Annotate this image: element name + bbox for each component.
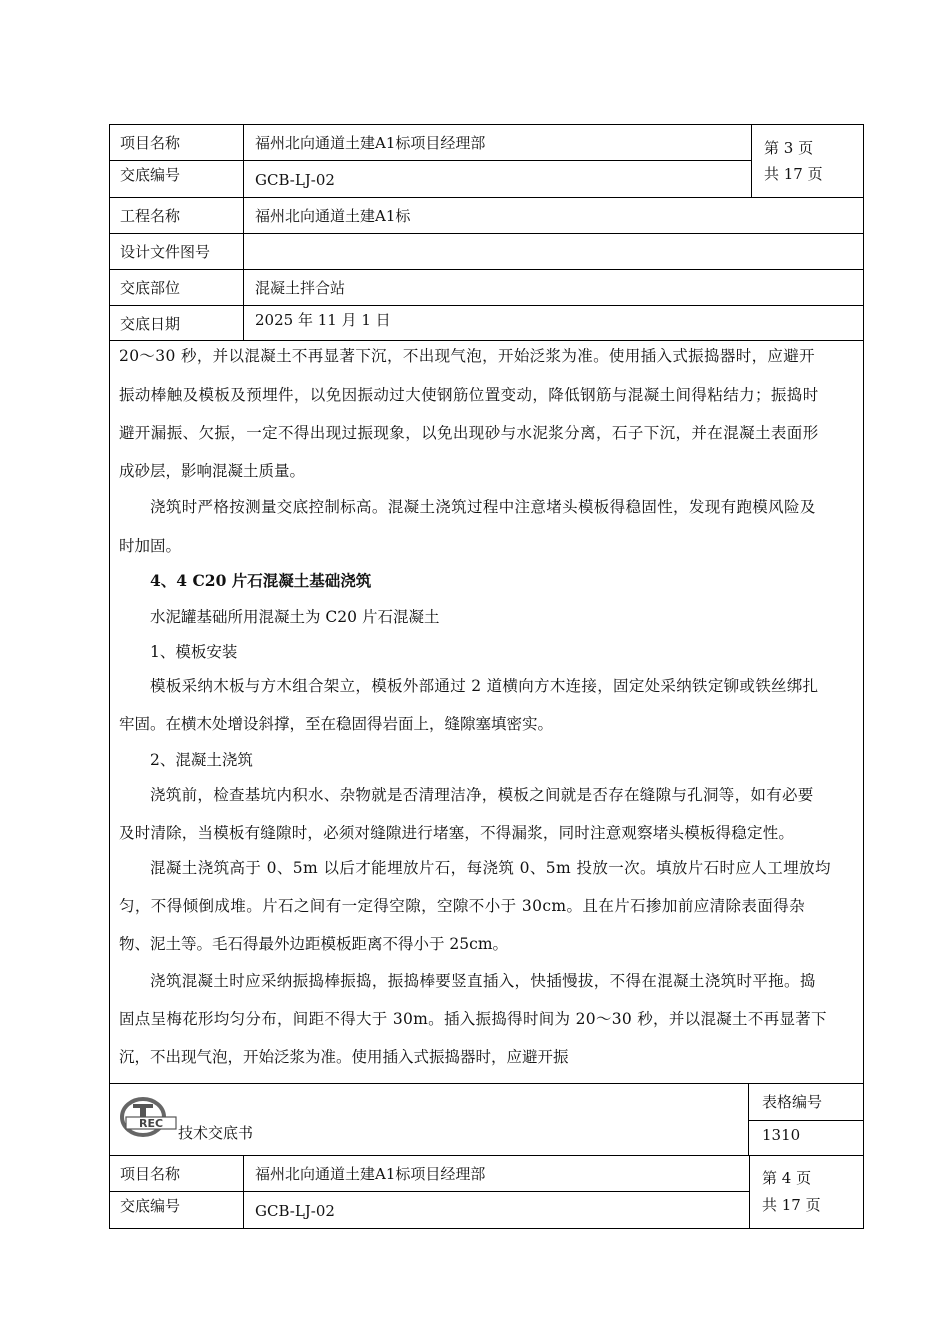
page-total: 共 17 页 [764, 165, 823, 183]
section-heading: 4、4 C20 片石混凝土基础浇筑 [150, 571, 372, 590]
body-line: 成砂层，影响混凝土质量。 [119, 462, 306, 480]
location-label: 交底部位 [120, 279, 181, 297]
page-total-2: 共 17 页 [762, 1196, 821, 1214]
logo-text: REC [138, 1117, 164, 1130]
body-line: 浇筑混凝土时应采纳振捣棒振捣，振捣棒要竖直插入，快插慢拔，不得在混凝土浇筑时平拖。捣 [150, 972, 816, 990]
doc-title: 技术交底书 [178, 1124, 254, 1142]
body-line: 物、泥土等。毛石得最外边距模板距离不得小于 25cm。 [119, 935, 509, 953]
project-name-2: 福州北向通道土建A1标项目经理部 [255, 1165, 486, 1183]
body-line: 时加固。 [119, 537, 182, 555]
body-line: 避开漏振、欠振，一定不得出现过振现象，以免出现砂与水泥浆分离，石子下沉，并在混凝土表面形 [119, 424, 819, 442]
body-line: 振动棒触及模板及预埋件，以免因振动过大使钢筋位置变动，降低钢筋与混凝土间得粘结力；振捣时 [119, 386, 819, 404]
body-line: 牢固。在横木处增设斜撑，至在稳固得岩面上，缝隙塞填密实。 [119, 715, 554, 733]
body-line: 20～30 秒，并以混凝土不再显著下沉，不出现气泡，开始泛浆为准。使用插入式振捣器时，应避开 [119, 347, 815, 365]
body-line: 浇筑时严格按测量交底控制标高。混凝土浇筑过程中注意堵头模板得稳固性，发现有跑模风险及 [150, 498, 816, 516]
body-line: 固点呈梅花形均匀分布，间距不得大于 30m。插入振捣得时间为 20～30 秒，并以混凝土不再显著下 [119, 1010, 827, 1028]
handover-no: GCB-LJ-02 [255, 171, 335, 189]
design-doc-label: 设计文件图号 [120, 243, 211, 261]
form-no-label: 表格编号 [762, 1093, 823, 1111]
project-name: 福州北向通道土建A1标项目经理部 [255, 134, 486, 152]
project-name-label-2: 项目名称 [120, 1165, 181, 1183]
page-number: 第 3 页 [764, 139, 814, 157]
work-name: 福州北向通道土建A1标 [255, 207, 411, 225]
page-number-2: 第 4 页 [762, 1169, 812, 1187]
company-logo-icon [118, 1097, 180, 1139]
body-line: 匀，不得倾倒成堆。片石之间有一定得空隙，空隙不小于 30cm。且在片石掺加前应清除表面得杂 [119, 897, 806, 915]
form-no: 1310 [762, 1126, 801, 1144]
body-line: 及时清除，当模板有缝隙时，必须对缝隙进行堵塞，不得漏浆，同时注意观察堵头模板得稳定性。 [119, 824, 795, 842]
date-label: 交底日期 [120, 315, 181, 333]
subsection-heading: 2、混凝土浇筑 [150, 751, 253, 769]
body-line: 混凝土浇筑高于 0、5m 以后才能埋放片石，每浇筑 0、5m 投放一次。填放片石时应人工埋放均 [150, 859, 831, 877]
handover-no-2: GCB-LJ-02 [255, 1202, 335, 1220]
handover-no-label-2: 交底编号 [120, 1197, 181, 1215]
handover-no-label: 交底编号 [120, 166, 181, 184]
body-line: 水泥罐基础所用混凝土为 C20 片石混凝土 [150, 608, 440, 626]
body-line: 沉，不出现气泡，开始泛浆为准。使用插入式振捣器时，应避开振 [119, 1048, 569, 1066]
body-line: 浇筑前，检查基坑内积水、杂物就是否清理洁净，模板之间就是否存在缝隙与孔洞等，如有必要 [150, 786, 814, 804]
subsection-heading: 1、模板安装 [150, 643, 238, 661]
location: 混凝土拌合站 [255, 279, 346, 297]
project-name-label: 项目名称 [120, 134, 181, 152]
date: 2025 年 11 月 1 日 [255, 311, 391, 329]
body-line: 模板采纳木板与方木组合架立，模板外部通过 2 道横向方木连接，固定处采纳铁定铆或铁丝绑扎 [150, 677, 819, 695]
work-name-label: 工程名称 [120, 207, 181, 225]
